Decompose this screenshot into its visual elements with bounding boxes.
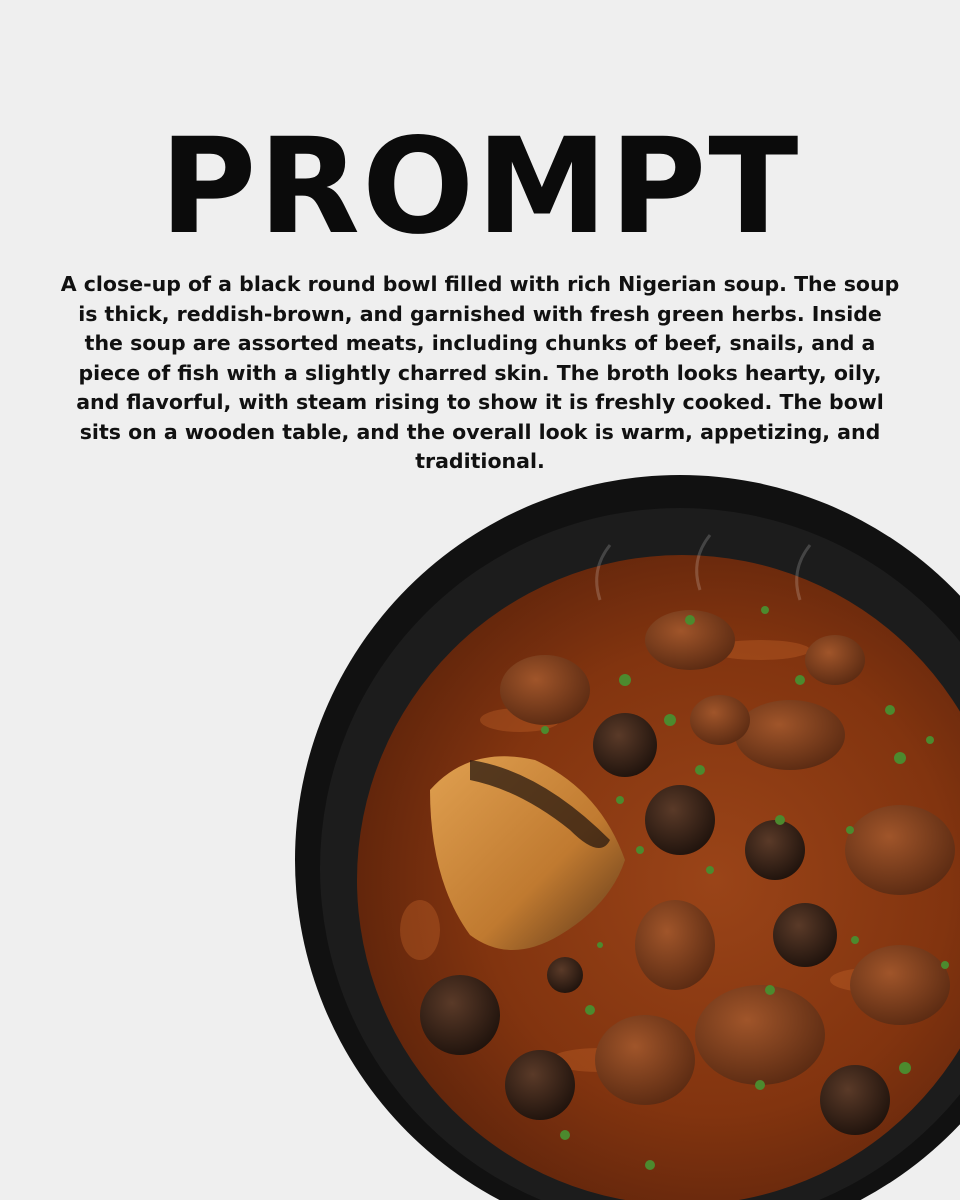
page-title: PROMPT [159,110,801,264]
prompt-description: A close-up of a black round bowl filled with rich Nigerian soup. The soup is thick, reddish-brown, and garnished with fresh green herbs. Inside the soup are assorted meats, including chunks of beef, snails, and a piece of fish with a slightly charred skin. The broth looks hearty, oily, and flavorful, with steam rising to show it is freshly cooked. The bowl sits on a wooden table, and the overall look is warm, appetizing, and traditional. [60,272,900,473]
